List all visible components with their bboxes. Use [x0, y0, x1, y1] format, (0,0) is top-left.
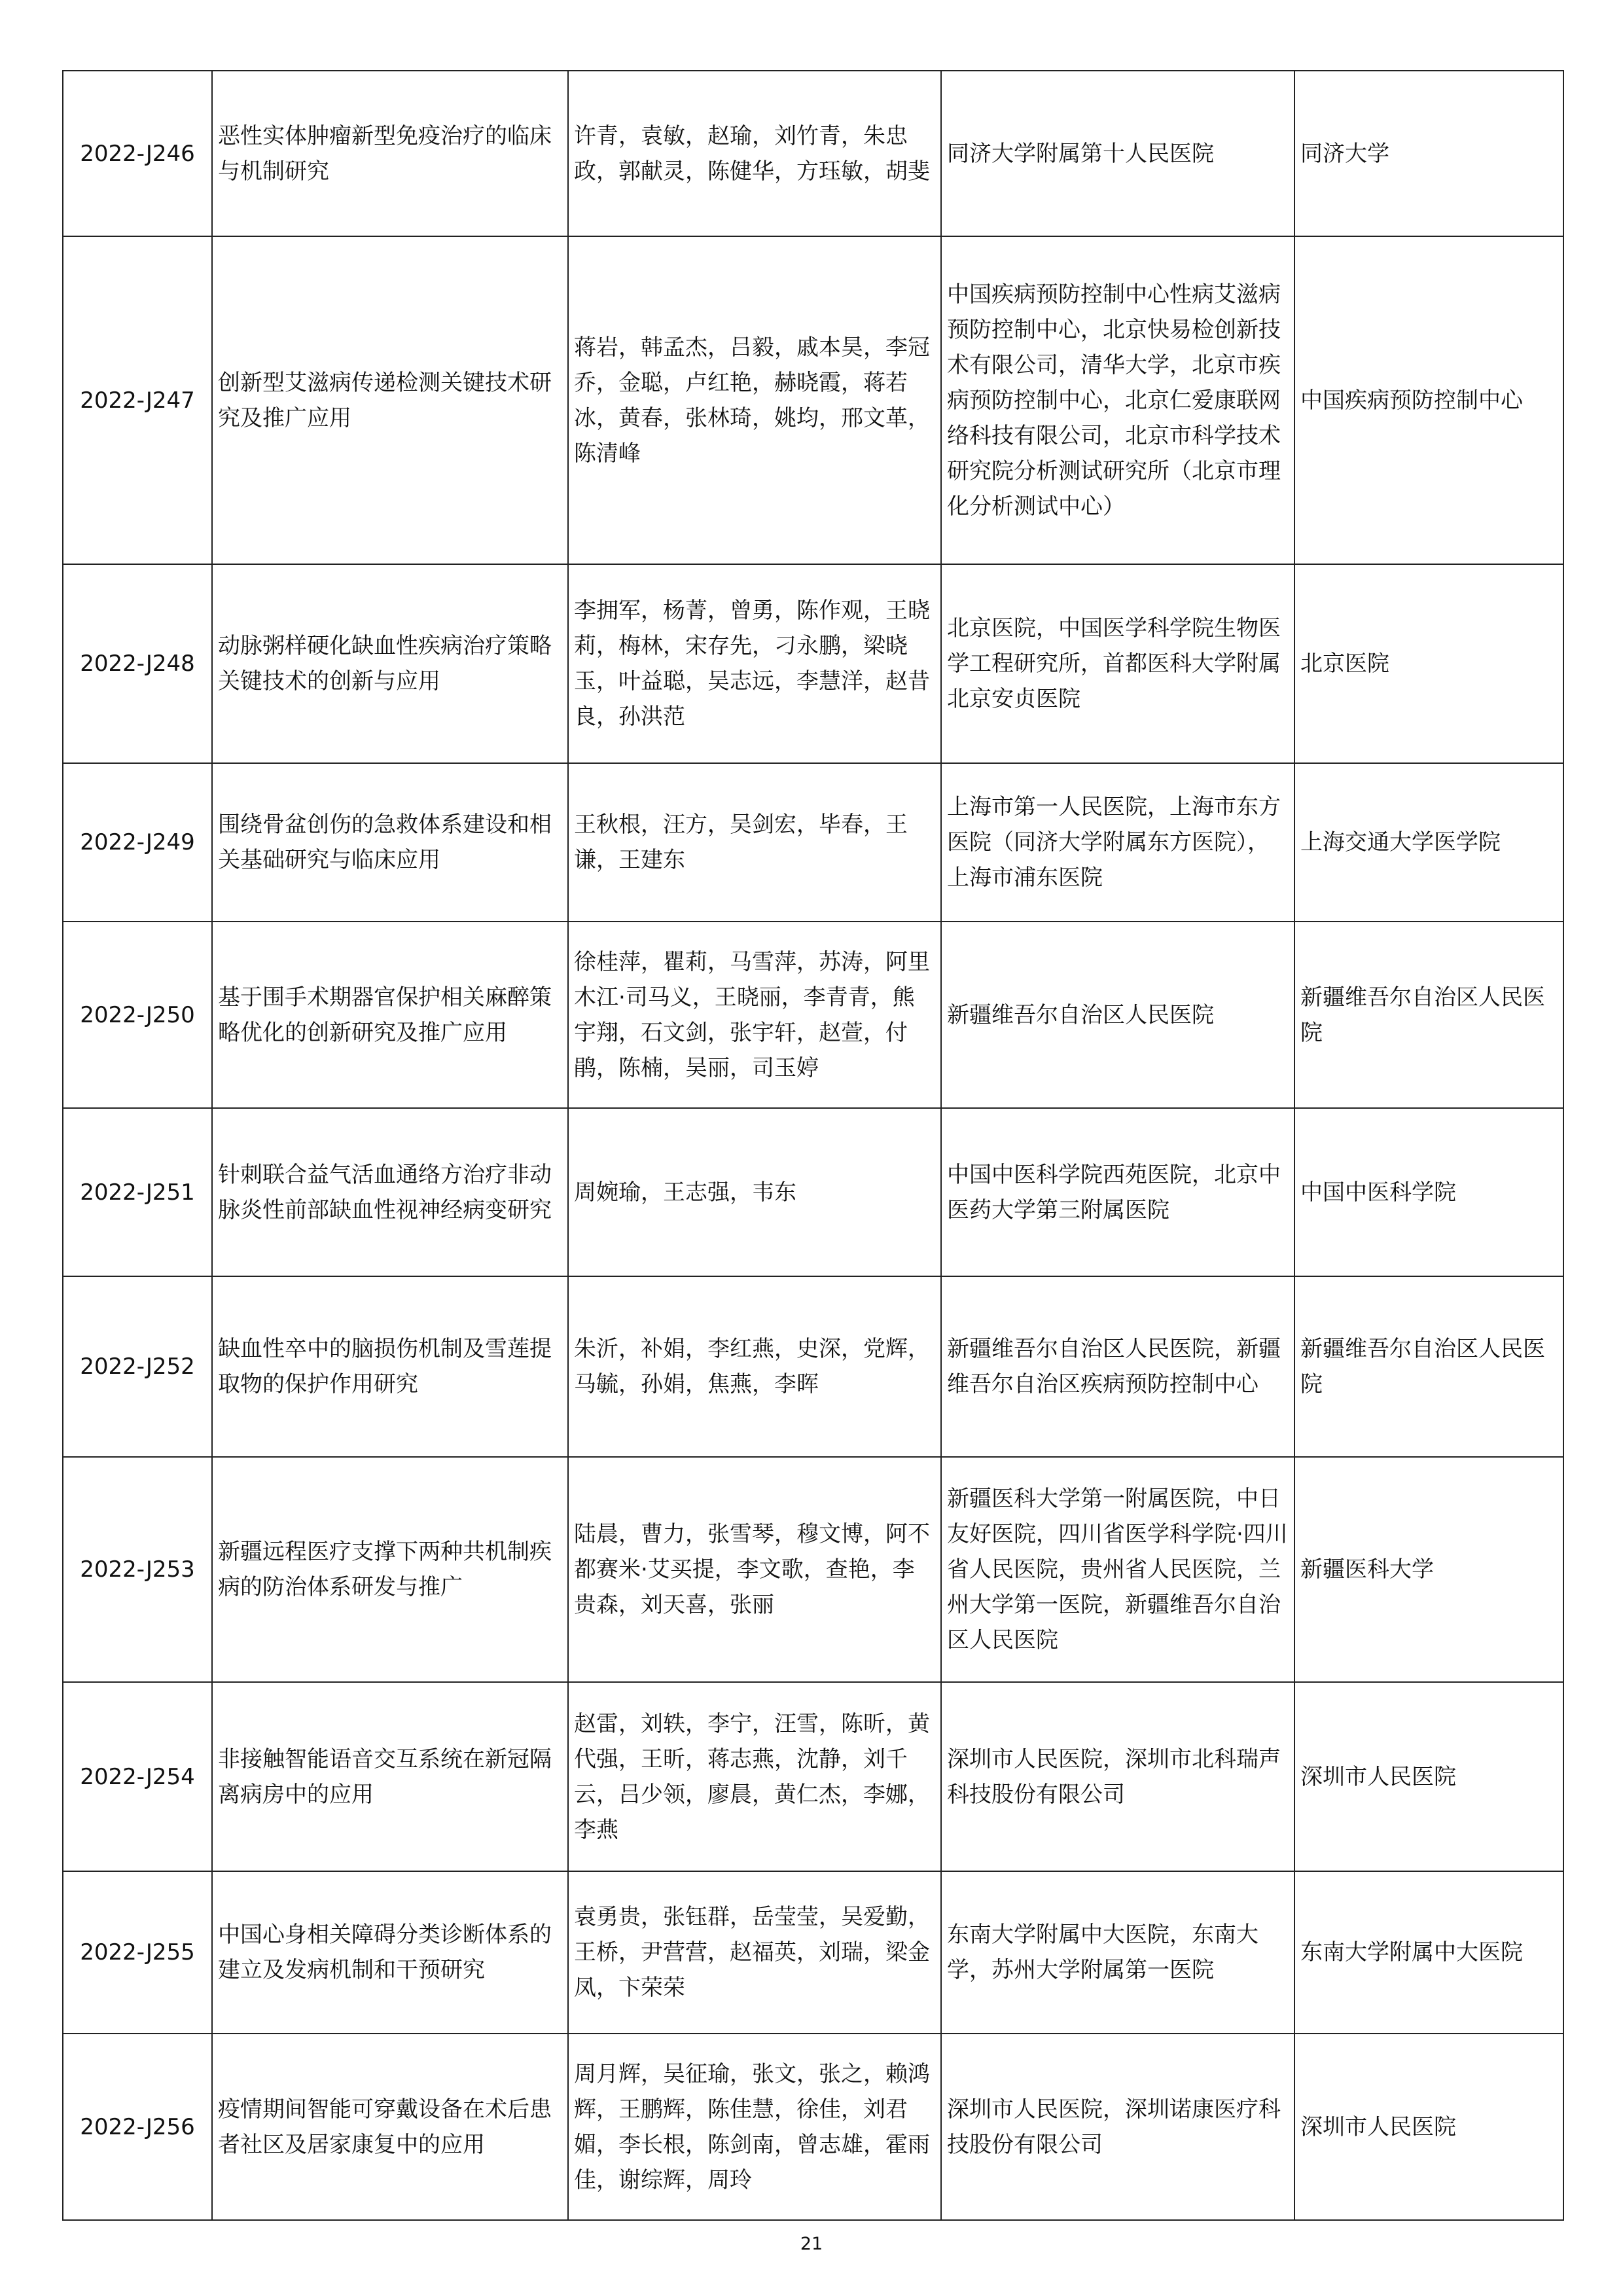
table-row	[63, 1682, 1563, 1871]
lead-unit: 中国疾病预防控制中心	[1294, 236, 1563, 564]
project-units: 东南大学附属中大医院，东南大学，苏州大学附属第一医院	[941, 1871, 1294, 2034]
project-title: 恶性实体肿瘤新型免疫治疗的临床与机制研究	[212, 71, 568, 236]
project-id: 2022-J256	[63, 2034, 212, 2220]
table-row	[63, 1108, 1563, 1276]
award-table	[62, 70, 1564, 2221]
lead-unit: 东南大学附属中大医院	[1294, 1871, 1563, 2034]
table-row	[63, 564, 1563, 763]
project-members: 袁勇贵，张钰群，岳莹莹，吴爱勤，王桥，尹营营，赵福英，刘瑞，梁金凤，卞荣荣	[568, 1871, 941, 2034]
project-title: 疫情期间智能可穿戴设备在术后患者社区及居家康复中的应用	[212, 2034, 568, 2220]
lead-unit: 深圳市人民医院	[1294, 2034, 1563, 2220]
table-row	[63, 1276, 1563, 1457]
project-units: 中国中医科学院西苑医院，北京中医药大学第三附属医院	[941, 1108, 1294, 1276]
lead-unit: 深圳市人民医院	[1294, 1682, 1563, 1871]
table-row	[63, 922, 1563, 1108]
project-units: 新疆维吾尔自治区人民医院	[941, 922, 1294, 1108]
project-title: 基于围手术期器官保护相关麻醉策略优化的创新研究及推广应用	[212, 922, 568, 1108]
project-id: 2022-J249	[63, 763, 212, 922]
project-members: 李拥军，杨菁，曾勇，陈作观，王晓莉，梅林，宋存先，刁永鹏，梁晓玉，叶益聪，吴志远，李慧洋，赵昔良，孙洪范	[568, 564, 941, 763]
project-title: 针刺联合益气活血通络方治疗非动脉炎性前部缺血性视神经病变研究	[212, 1108, 568, 1276]
project-id: 2022-J252	[63, 1276, 212, 1457]
project-members: 徐桂萍，瞿莉，马雪萍，苏涛，阿里木江·司马义，王晓丽，李青青，熊宇翔，石文剑，张宇轩，赵萱，付鹃，陈楠，吴丽，司玉婷	[568, 922, 941, 1108]
lead-unit: 同济大学	[1294, 71, 1563, 236]
project-id: 2022-J247	[63, 236, 212, 564]
project-members: 赵雷，刘轶，李宁，汪雪，陈昕，黄代强，王昕，蒋志燕，沈静，刘千云，吕少领，廖晨，黄仁杰，李娜，李燕	[568, 1682, 941, 1871]
project-units: 深圳市人民医院，深圳市北科瑞声科技股份有限公司	[941, 1682, 1294, 1871]
project-id: 2022-J254	[63, 1682, 212, 1871]
project-units: 新疆医科大学第一附属医院，中日友好医院，四川省医学科学院·四川省人民医院，贵州省人民医院，兰州大学第一医院，新疆维吾尔自治区人民医院	[941, 1457, 1294, 1682]
project-units: 北京医院，中国医学科学院生物医学工程研究所，首都医科大学附属北京安贞医院	[941, 564, 1294, 763]
project-title: 动脉粥样硬化缺血性疾病治疗策略关键技术的创新与应用	[212, 564, 568, 763]
project-id: 2022-J250	[63, 922, 212, 1108]
project-members: 王秋根，汪方，吴剑宏，毕春，王谦，王建东	[568, 763, 941, 922]
project-units: 上海市第一人民医院，上海市东方医院（同济大学附属东方医院），上海市浦东医院	[941, 763, 1294, 922]
project-title: 创新型艾滋病传递检测关键技术研究及推广应用	[212, 236, 568, 564]
table-row	[63, 1871, 1563, 2034]
lead-unit: 新疆维吾尔自治区人民医院	[1294, 922, 1563, 1108]
lead-unit: 新疆医科大学	[1294, 1457, 1563, 1682]
project-title: 中国心身相关障碍分类诊断体系的建立及发病机制和干预研究	[212, 1871, 568, 2034]
table-row	[63, 1457, 1563, 1682]
project-id: 2022-J251	[63, 1108, 212, 1276]
lead-unit: 上海交通大学医学院	[1294, 763, 1563, 922]
project-units: 深圳市人民医院，深圳诺康医疗科技股份有限公司	[941, 2034, 1294, 2220]
project-members: 许青，袁敏，赵瑜，刘竹青，朱忠政，郭献灵，陈健华，方珏敏，胡斐	[568, 71, 941, 236]
project-title: 非接触智能语音交互系统在新冠隔离病房中的应用	[212, 1682, 568, 1871]
table-row	[63, 71, 1563, 236]
project-id: 2022-J253	[63, 1457, 212, 1682]
table-row	[63, 2034, 1563, 2220]
project-title: 围绕骨盆创伤的急救体系建设和相关基础研究与临床应用	[212, 763, 568, 922]
project-units: 中国疾病预防控制中心性病艾滋病预防控制中心，北京快易检创新技术有限公司，清华大学，北京市疾病预防控制中心，北京仁爱康联网络科技有限公司，北京市科学技术研究院分析测试研究所（北京市理化分析测试中心）	[941, 236, 1294, 564]
project-members: 周婉瑜，王志强，韦东	[568, 1108, 941, 1276]
lead-unit: 新疆维吾尔自治区人民医院	[1294, 1276, 1563, 1457]
project-units: 新疆维吾尔自治区人民医院，新疆维吾尔自治区疾病预防控制中心	[941, 1276, 1294, 1457]
table-row	[63, 763, 1563, 922]
project-members: 蒋岩，韩孟杰，吕毅，戚本昊，李冠乔，金聪，卢红艳，赫晓霞，蒋若冰，黄春，张林琦，姚均，邢文革，陈清峰	[568, 236, 941, 564]
lead-unit: 中国中医科学院	[1294, 1108, 1563, 1276]
lead-unit: 北京医院	[1294, 564, 1563, 763]
project-title: 缺血性卒中的脑损伤机制及雪莲提取物的保护作用研究	[212, 1276, 568, 1457]
project-units: 同济大学附属第十人民医院	[941, 71, 1294, 236]
page-number: 21	[800, 2234, 823, 2254]
table-row	[63, 236, 1563, 564]
project-members: 周月辉，吴征瑜，张文，张之，赖鸿辉，王鹏辉，陈佳慧，徐佳，刘君媚，李长根，陈剑南，曾志雄，霍雨佳，谢综辉，周玲	[568, 2034, 941, 2220]
project-title: 新疆远程医疗支撑下两种共机制疾病的防治体系研发与推广	[212, 1457, 568, 1682]
project-id: 2022-J246	[63, 71, 212, 236]
project-members: 陆晨，曹力，张雪琴，穆文博，阿不都赛米·艾买提，李文歌，查艳，李贵森，刘天喜，张丽	[568, 1457, 941, 1682]
project-id: 2022-J248	[63, 564, 212, 763]
project-id: 2022-J255	[63, 1871, 212, 2034]
project-members: 朱沂，补娟，李红燕，史深，党辉，马毓，孙娟，焦燕，李晖	[568, 1276, 941, 1457]
